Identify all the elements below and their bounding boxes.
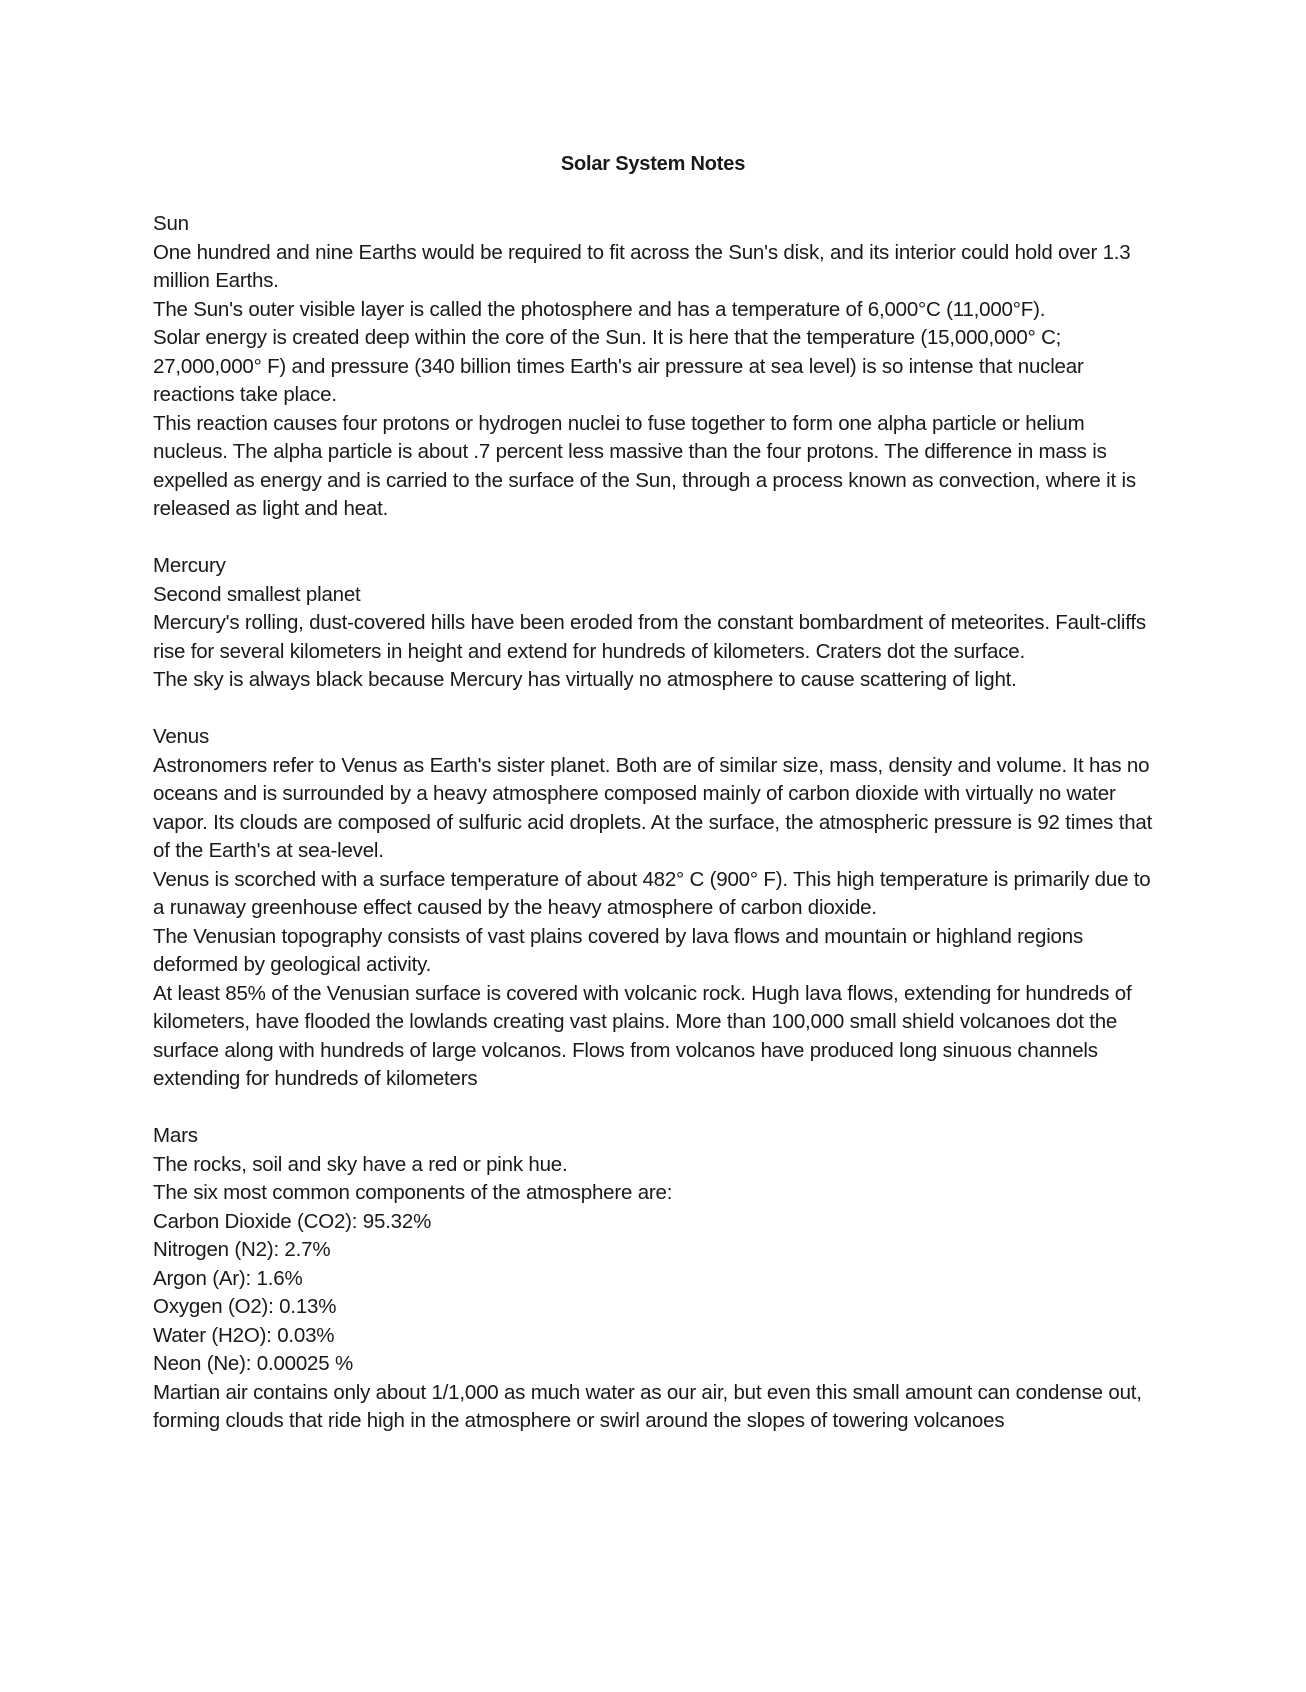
paragraph: The sky is always black because Mercury has virtually no atmosphere to cause scattering of light. — [153, 668, 1017, 691]
paragraph: Astronomers refer to Venus as Earth's sister planet. Both are of similar size, mass, density and volume. It has no oceans and is surrounded by a heavy atmosphere composed mainly of carbon dioxide with virtually no water vapor. Its clouds are composed of sulfuric acid droplets. At the surface, the atmospheric pressure is 92 times that of the Earth's at sea-level. — [153, 753, 1153, 862]
section-sun — [153, 210, 1153, 524]
paragraph: One hundred and nine Earths would be required to fit across the Sun's disk, and its interior could hold over 1.3 million Earths. — [153, 240, 1131, 292]
section-heading: Sun — [153, 212, 189, 235]
paragraph: Solar energy is created deep within the core of the Sun. It is here that the temperature (15,000,000° C; 27,000,000° F) and pressure (340 billion times Earth's air pressure at sea level) is so intense that nuclear reactions take place. — [153, 326, 1084, 406]
paragraph: The six most common components of the atmosphere are: — [153, 1181, 673, 1204]
atmosphere-component: Water (H2O): 0.03% — [153, 1323, 335, 1347]
atmosphere-component: Argon (Ar): 1.6% — [153, 1266, 303, 1290]
section-mars — [153, 1122, 1153, 1436]
document-title: Solar System Notes — [560, 153, 746, 175]
paragraph: Second smallest planet — [153, 582, 361, 606]
section-heading: Mars — [153, 1124, 198, 1147]
paragraph: This reaction causes four protons or hydrogen nuclei to fuse together to form one alpha particle or helium nucleus. The alpha particle is about .7 percent less massive than the four protons. The difference in mass is expelled as energy and is carried to the surface of the Sun, through a process known as convection, where it is released as light and heat. — [153, 411, 1136, 520]
atmosphere-component: Nitrogen (N2): 2.7% — [153, 1238, 331, 1261]
atmosphere-component: Oxygen (O2): 0.13% — [153, 1295, 337, 1318]
atmosphere-component: Neon (Ne): 0.00025 % — [153, 1352, 353, 1375]
section-heading: Mercury — [153, 554, 226, 577]
paragraph: Venus is scorched with a surface temperature of about 482° C (900° F). This high temperature is primarily due to a runaway greenhouse effect caused by the heavy atmosphere of carbon dioxide. — [153, 867, 1151, 919]
paragraph: The Sun's outer visible layer is called the photosphere and has a temperature of 6,000°C (11,000°F). — [153, 297, 1046, 321]
paragraph: The Venusian topography consists of vast plains covered by lava flows and mountain or highland regions deformed by geological activity. — [153, 924, 1084, 976]
paragraph: At least 85% of the Venusian surface is covered with volcanic rock. Hugh lava flows, extending for hundreds of kilometers, have flooded the lowlands creating vast plains. More than 100,000 small shield volcanoes dot the surface along with hundreds of large volcanos. Flows from volcanos have produced long sinuous channels extending for hundreds of kilometers — [153, 981, 1132, 1090]
section-mercury — [153, 552, 1153, 695]
atmosphere-component: Carbon Dioxide (CO2): 95.32% — [153, 1209, 432, 1233]
section-venus — [153, 723, 1153, 1094]
document-body — [153, 210, 1153, 1464]
paragraph: The rocks, soil and sky have a red or pink hue. — [153, 1152, 568, 1176]
paragraph: Martian air contains only about 1/1,000 as much water as our air, but even this small amount can condense out, forming clouds that ride high in the atmosphere or swirl around the slopes of towering volcanoes — [153, 1380, 1142, 1432]
paragraph: Mercury's rolling, dust-covered hills have been eroded from the constant bombardment of meteorites. Fault-cliffs rise for several kilometers in height and extend for hundreds of kilometers. Craters dot the surface. — [153, 611, 1146, 663]
section-heading: Venus — [153, 725, 209, 748]
